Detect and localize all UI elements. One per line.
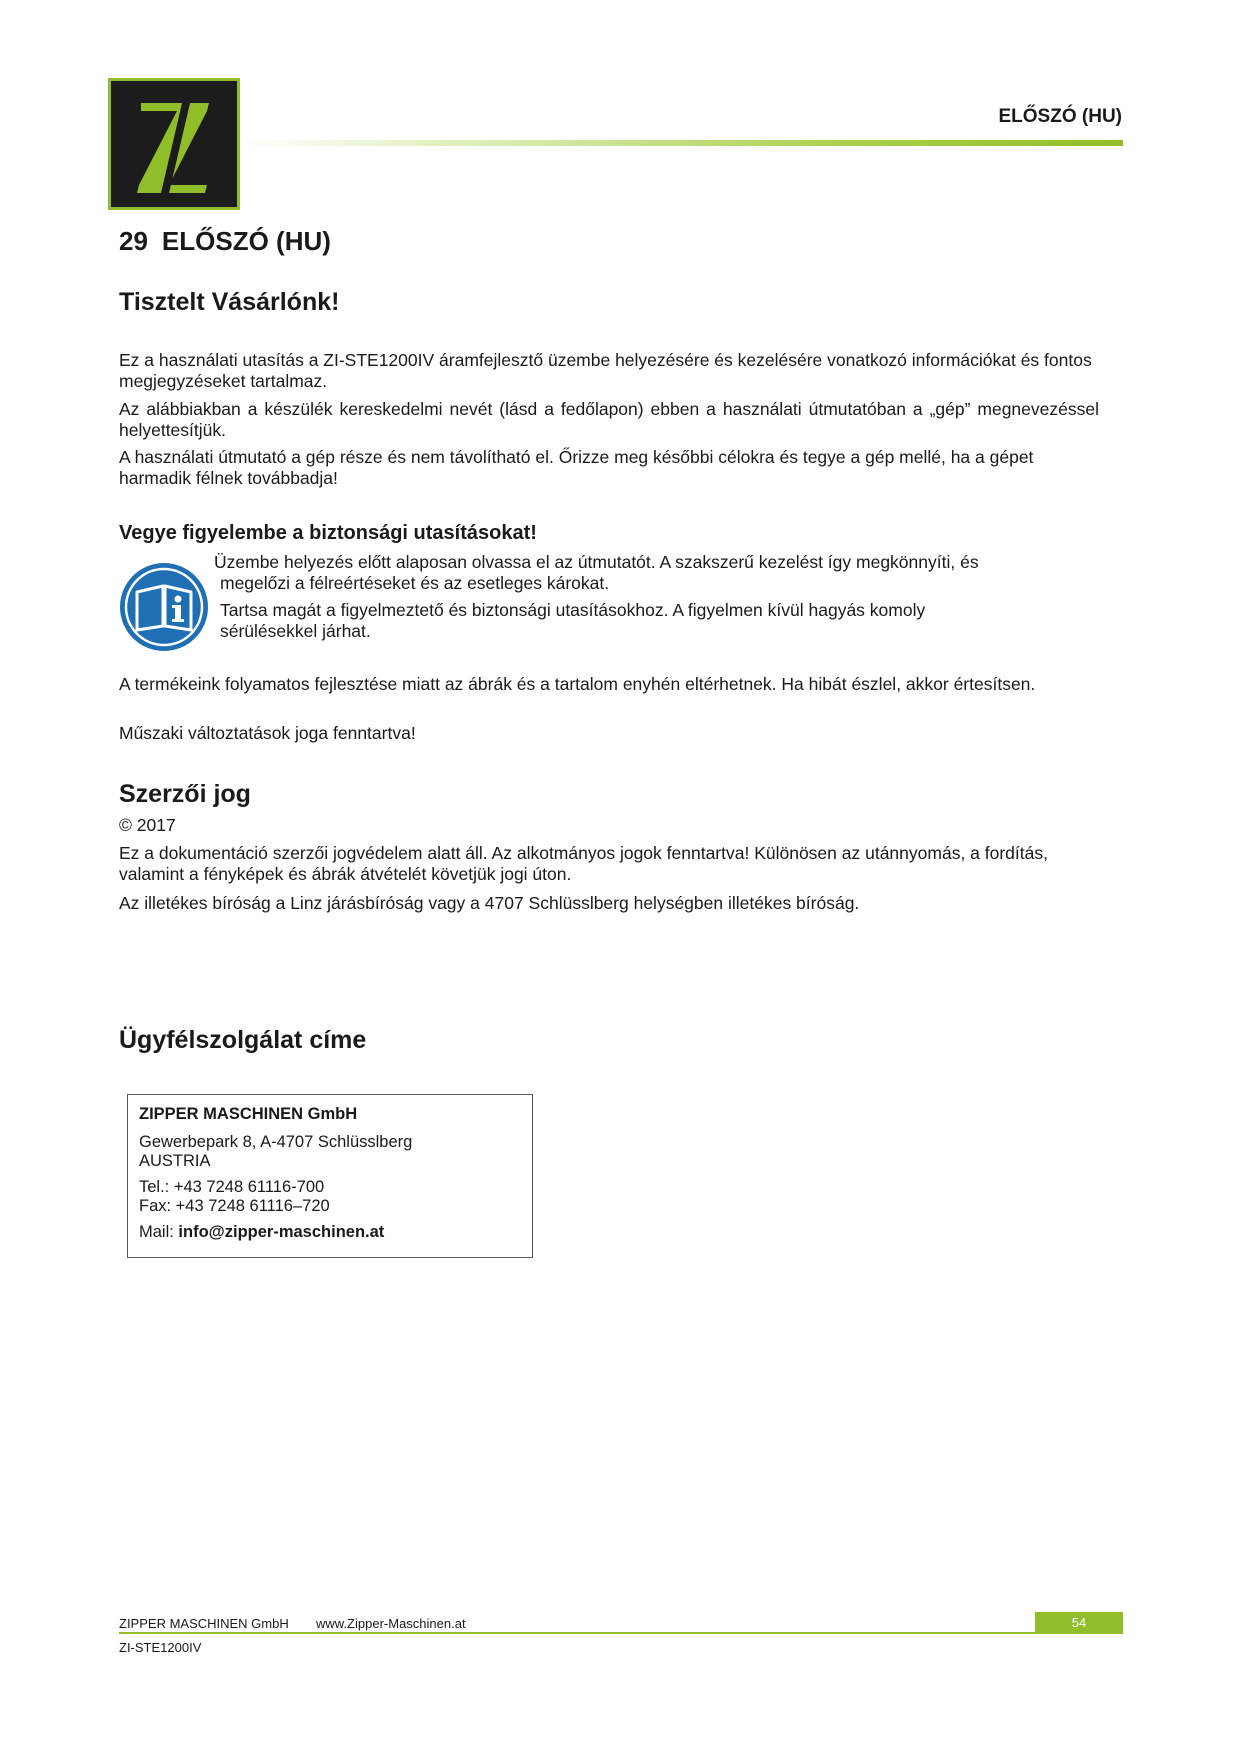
logo-z-icon	[111, 81, 237, 207]
safety-line-2-cont: sérülésekkel járhat.	[220, 621, 371, 641]
header-title: ELŐSZÓ (HU)	[998, 106, 1122, 127]
safety-line-2: Tartsa magát a figyelmeztető és biztonsági utasításokhoz. A figyelmen kívül hagyás komoly	[220, 600, 926, 620]
intro-paragraph-1: Ez a használati utasítás a ZI-STE1200IV áramfejlesztő üzembe helyezésére és kezelésére vonatkozó információkat és fontos megjegyzéseket tartalmaz.	[119, 350, 1092, 391]
chapter-number: 29	[119, 226, 148, 256]
notice-paragraph: A termékeink folyamatos fejlesztése miatt az ábrák és a tartalom enyhén eltérhetnek. Ha hibát észlel, akkor értesítsen.	[119, 674, 1036, 694]
intro-paragraph-3: A használati útmutató a gép része és nem távolítható el. Őrizze meg későbbi célokra és tegye a gép mellé, ha a gépet harmadik félnek továbbadja!	[119, 447, 1034, 488]
read-manual-icon	[119, 562, 209, 652]
safety-line-1-cont: megelőzi a félreértéseket és az esetleges károkat.	[220, 573, 610, 593]
footer-company: ZIPPER MASCHINEN GmbH	[119, 1616, 289, 1631]
footer-divider	[119, 1632, 1123, 1634]
address-country: AUSTRIA	[139, 1152, 211, 1170]
copyright-year: © 2017	[119, 815, 176, 835]
zipper-logo	[108, 78, 240, 210]
phone-block	[139, 1178, 521, 1216]
notice-reserved: Műszaki változtatások joga fenntartva!	[119, 723, 416, 743]
company-name: ZIPPER MASCHINEN GmbH	[139, 1105, 358, 1123]
email-link[interactable]: info@zipper-maschinen.at	[178, 1223, 385, 1241]
page-number: 54	[1035, 1612, 1123, 1634]
jurisdiction-text: Az illetékes bíróság a Linz járásbíróság vagy a 4707 Schlüsslberg helységben illetékes bíróság.	[119, 893, 860, 913]
footer-website-link[interactable]: www.Zipper-Maschinen.at	[316, 1616, 466, 1631]
mail-line	[139, 1223, 521, 1242]
safety-text-1	[214, 552, 1084, 594]
fax-number: Fax: +43 7248 61116–720	[139, 1197, 330, 1215]
header-divider	[240, 140, 1123, 146]
footer-model: ZI-STE1200IV	[119, 1640, 202, 1655]
safety-heading: Vegye figyelembe a biztonsági utasításokat!	[119, 522, 537, 544]
safety-text-2	[214, 600, 1090, 642]
mail-label: Mail:	[139, 1223, 179, 1241]
chapter-heading	[119, 226, 331, 257]
copyright-text: Ez a dokumentáció szerzői jogvédelem alatt áll. Az alkotmányos jogok fenntartva! Különösen az utánnyomás, a fordítás, valamint a fényképek és ábrák átvételét követjük jogi úton.	[119, 843, 1048, 884]
copyright-heading: Szerzői jog	[119, 780, 251, 808]
address-box	[127, 1094, 533, 1258]
address-street: Gewerbepark 8, A-4707 Schlüsslberg	[139, 1133, 413, 1151]
safety-line-1: Üzembe helyezés előtt alaposan olvassa el az útmutatót. A szakszerű kezelést így megkönnyíti, és	[214, 552, 979, 572]
chapter-title: ELŐSZÓ (HU)	[161, 226, 331, 256]
address-block	[139, 1133, 521, 1171]
greeting-heading: Tisztelt Vásárlónk!	[119, 288, 340, 316]
service-heading: Ügyfélszolgálat címe	[119, 1026, 367, 1054]
intro-paragraph-2: Az alábbiakban a készülék kereskedelmi nevét (lásd a fedőlapon) ebben a használati útmutatóban a „gép” megnevezéssel helyettesítjük.	[119, 399, 1099, 440]
phone-number: Tel.: +43 7248 61116-700	[139, 1178, 325, 1196]
